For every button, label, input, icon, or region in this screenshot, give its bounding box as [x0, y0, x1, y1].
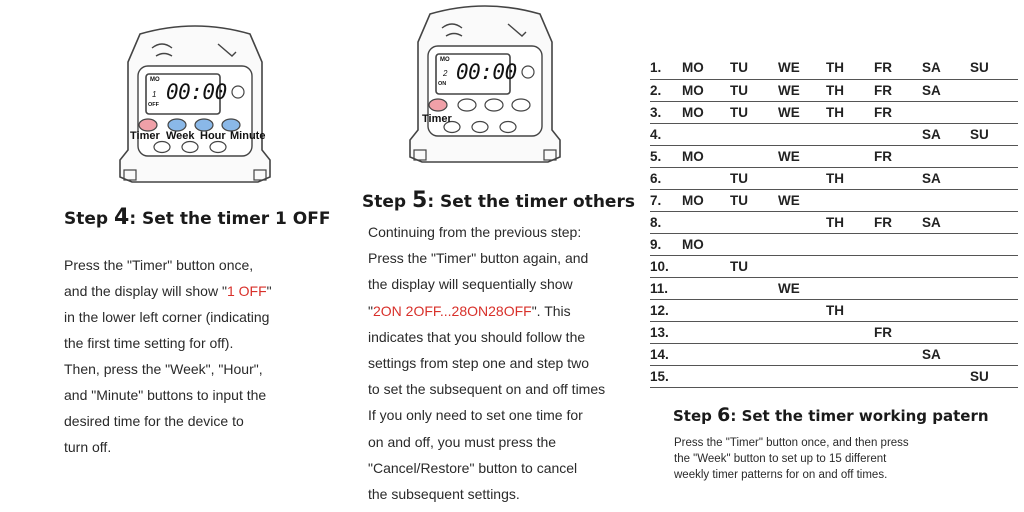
pattern-number: 12.	[650, 299, 682, 321]
pattern-day-cell	[682, 299, 730, 321]
step4-title-number: 4	[114, 205, 130, 230]
table-row	[650, 189, 1018, 211]
table-row	[650, 57, 1018, 79]
text-segment: ". This	[531, 302, 571, 319]
pattern-day-cell	[970, 211, 1018, 233]
pattern-day-cell: WE	[778, 79, 826, 101]
text-segment: "	[368, 302, 373, 319]
pattern-day-cell: MO	[682, 57, 730, 79]
text-segment: turn off.	[64, 439, 112, 455]
table-row	[650, 167, 1018, 189]
pattern-day-cell	[778, 343, 826, 365]
pattern-number: 2.	[650, 79, 682, 101]
pattern-day-cell: MO	[682, 189, 730, 211]
pattern-day-cell	[826, 123, 874, 145]
table-row	[650, 79, 1018, 101]
pattern-day-cell: TH	[826, 211, 874, 233]
table-row	[650, 233, 1018, 255]
pattern-day-cell	[922, 255, 970, 277]
table-row	[650, 255, 1018, 277]
step6-line: Press the "Timer" button once, and then press	[674, 437, 909, 449]
pattern-day-cell	[970, 167, 1018, 189]
pattern-day-cell	[826, 189, 874, 211]
highlight-segment: 2ON 2OFF...28ON28OFF	[372, 302, 532, 319]
pattern-number: 3.	[650, 101, 682, 123]
pattern-day-cell: MO	[682, 79, 730, 101]
text-segment: Press the "Timer" button again, and	[368, 250, 589, 267]
table-row	[650, 145, 1018, 167]
pattern-number: 13.	[650, 321, 682, 343]
text-segment: the display will sequentially show	[368, 276, 573, 293]
pattern-day-cell	[778, 299, 826, 321]
pattern-day-cell	[970, 145, 1018, 167]
text-segment: "	[266, 283, 272, 299]
pattern-number: 10.	[650, 255, 682, 277]
pattern-day-cell: FR	[874, 79, 922, 101]
text-segment: desired time for the device to	[64, 413, 244, 429]
text-segment: on and off, you must press the	[368, 433, 557, 450]
table-row	[650, 321, 1018, 343]
step4-line	[64, 252, 272, 278]
pattern-day-cell	[778, 211, 826, 233]
table-row	[650, 299, 1018, 321]
pattern-day-cell	[970, 189, 1018, 211]
pattern-number: 1.	[650, 57, 682, 79]
step6-line: the "Week" button to set up to 15 different	[674, 453, 887, 465]
pattern-day-cell: SU	[970, 365, 1018, 387]
lcd-mo-label: MO	[440, 57, 450, 63]
step5-line	[368, 271, 605, 297]
text-segment: the subsequent settings.	[368, 486, 520, 503]
pattern-day-cell	[778, 321, 826, 343]
timer-button-label: Timer	[130, 130, 160, 142]
lcd-one-indicator: 1	[152, 90, 157, 99]
pattern-day-cell: WE	[778, 277, 826, 299]
pattern-day-cell	[874, 255, 922, 277]
pattern-day-cell: SA	[922, 343, 970, 365]
pattern-day-cell	[826, 321, 874, 343]
pattern-day-cell	[922, 101, 970, 123]
pattern-day-cell: SU	[970, 123, 1018, 145]
pattern-day-cell	[826, 145, 874, 167]
pattern-number: 14.	[650, 343, 682, 365]
pattern-number: 15.	[650, 365, 682, 387]
pattern-day-cell: TU	[730, 57, 778, 79]
table-row	[650, 211, 1018, 233]
table-row	[650, 343, 1018, 365]
pattern-day-cell	[682, 343, 730, 365]
pattern-day-cell	[730, 343, 778, 365]
hour-button-label: Hour	[200, 130, 226, 142]
step4-title-text: : Set the timer 1 OFF	[129, 209, 331, 229]
step5-line	[368, 245, 605, 271]
table-row	[650, 123, 1018, 145]
pattern-day-cell	[682, 123, 730, 145]
step4-line	[64, 356, 272, 382]
pattern-day-cell	[682, 211, 730, 233]
step5-line	[368, 455, 605, 481]
pattern-day-cell	[730, 299, 778, 321]
step4-line	[64, 408, 272, 434]
step5-line	[368, 350, 605, 376]
pattern-day-cell: FR	[874, 321, 922, 343]
pattern-day-cell: TU	[730, 167, 778, 189]
pattern-number: 9.	[650, 233, 682, 255]
pattern-day-cell	[922, 321, 970, 343]
minute-button-label: Minute	[230, 130, 266, 142]
pattern-day-cell	[970, 255, 1018, 277]
pattern-day-cell: WE	[778, 189, 826, 211]
step5-column	[345, 0, 635, 512]
text-segment: indicates that you should follow the	[368, 328, 586, 345]
pattern-day-cell: TU	[730, 189, 778, 211]
pattern-number: 8.	[650, 211, 682, 233]
pattern-day-cell: SA	[922, 57, 970, 79]
step5-description	[368, 219, 605, 507]
table-row	[650, 365, 1018, 387]
pattern-day-cell	[874, 123, 922, 145]
pattern-day-cell: MO	[682, 101, 730, 123]
pattern-day-cell	[970, 343, 1018, 365]
step6-description	[674, 435, 909, 483]
pattern-day-cell: TH	[826, 299, 874, 321]
pattern-day-cell: MO	[682, 233, 730, 255]
pattern-day-cell	[970, 299, 1018, 321]
pattern-day-cell	[922, 233, 970, 255]
pattern-day-cell	[874, 233, 922, 255]
pattern-day-cell	[874, 299, 922, 321]
lcd-on-label: ON	[438, 81, 447, 87]
pattern-day-cell: TU	[730, 101, 778, 123]
pattern-day-cell	[682, 167, 730, 189]
step5-line	[368, 376, 605, 402]
pattern-day-cell	[970, 233, 1018, 255]
step4-line	[64, 330, 272, 356]
step6-column	[640, 0, 1024, 512]
pattern-day-cell	[682, 321, 730, 343]
lcd-two-indicator: 2	[443, 69, 448, 78]
pattern-day-cell	[730, 365, 778, 387]
pattern-day-cell: WE	[778, 101, 826, 123]
step5-line	[368, 429, 605, 455]
pattern-day-cell	[922, 277, 970, 299]
pattern-day-cell: SA	[922, 79, 970, 101]
text-segment: in the lower left corner (indicating	[64, 309, 270, 325]
pattern-day-cell: SA	[922, 167, 970, 189]
pattern-day-cell	[682, 277, 730, 299]
pattern-day-cell: WE	[778, 145, 826, 167]
timer-device-illustration-step5	[400, 2, 570, 177]
step5-title-prefix: Step	[362, 192, 407, 212]
step4-description	[64, 252, 272, 460]
pattern-day-cell	[778, 167, 826, 189]
lcd-mo-label: MO	[150, 77, 160, 83]
pattern-day-cell	[826, 255, 874, 277]
lcd-off-label: OFF	[148, 102, 159, 108]
pattern-day-cell	[874, 343, 922, 365]
pattern-day-cell	[922, 365, 970, 387]
pattern-day-cell: FR	[874, 211, 922, 233]
pattern-day-cell: SA	[922, 123, 970, 145]
text-segment: Continuing from the previous step:	[368, 224, 582, 240]
table-row	[650, 101, 1018, 123]
highlight-segment: 1 OFF	[226, 283, 267, 299]
pattern-day-cell	[730, 123, 778, 145]
pattern-day-cell	[826, 343, 874, 365]
pattern-number: 11.	[650, 277, 682, 299]
step4-line	[64, 382, 272, 408]
pattern-day-cell: TH	[826, 101, 874, 123]
step5-line	[368, 481, 605, 507]
pattern-number: 5.	[650, 145, 682, 167]
lcd-time-display: 00:00	[456, 60, 517, 84]
pattern-day-cell	[874, 277, 922, 299]
pattern-day-cell	[730, 211, 778, 233]
timer-device-illustration-step4	[110, 22, 280, 197]
pattern-day-cell	[682, 365, 730, 387]
step4-title-prefix: Step	[64, 209, 109, 229]
text-segment: the first time setting for off).	[64, 335, 234, 351]
step6-title	[673, 404, 989, 426]
lcd-time-display: 00:00	[166, 80, 227, 104]
pattern-day-cell	[778, 123, 826, 145]
pattern-day-cell	[730, 277, 778, 299]
step4-line	[64, 304, 272, 330]
pattern-day-cell	[730, 321, 778, 343]
text-segment: to set the subsequent on and off times	[368, 381, 606, 398]
text-segment: settings from step one and step two	[368, 355, 590, 372]
text-segment: Press the "Timer" button once,	[64, 257, 254, 273]
pattern-day-cell	[682, 255, 730, 277]
week-button-label: Week	[166, 130, 195, 142]
pattern-day-cell	[970, 277, 1018, 299]
step6-line: weekly timer patterns for on and off times.	[674, 469, 888, 481]
text-segment: "Cancel/Restore" button to cancel	[368, 459, 578, 476]
pattern-day-cell: SA	[922, 211, 970, 233]
step5-line	[368, 324, 605, 350]
pattern-day-cell	[922, 299, 970, 321]
step4-line	[64, 434, 272, 460]
pattern-day-cell	[826, 233, 874, 255]
step6-title-prefix: Step	[673, 407, 712, 425]
text-segment: and the display will show "	[64, 283, 227, 299]
step4-title	[64, 205, 330, 230]
pattern-day-cell	[922, 189, 970, 211]
step5-title	[362, 188, 635, 213]
step5-line	[368, 402, 605, 428]
pattern-day-cell: TU	[730, 255, 778, 277]
weekly-pattern-table	[650, 57, 1018, 388]
pattern-day-cell	[970, 321, 1018, 343]
pattern-day-cell	[922, 145, 970, 167]
pattern-day-cell	[730, 233, 778, 255]
table-row	[650, 277, 1018, 299]
pattern-day-cell	[730, 145, 778, 167]
pattern-day-cell	[778, 365, 826, 387]
pattern-day-cell	[778, 255, 826, 277]
pattern-day-cell: TH	[826, 167, 874, 189]
pattern-day-cell: SU	[970, 57, 1018, 79]
pattern-day-cell: TH	[826, 57, 874, 79]
step5-line	[368, 219, 605, 245]
pattern-day-cell	[970, 101, 1018, 123]
timer-button-label: Timer	[422, 113, 452, 125]
pattern-number: 6.	[650, 167, 682, 189]
pattern-day-cell: MO	[682, 145, 730, 167]
step4-column	[0, 0, 345, 512]
pattern-day-cell	[874, 167, 922, 189]
step4-line	[64, 278, 272, 304]
step5-title-number: 5	[412, 188, 428, 213]
pattern-day-cell	[826, 365, 874, 387]
pattern-day-cell	[826, 277, 874, 299]
pattern-day-cell	[874, 189, 922, 211]
pattern-day-cell	[874, 365, 922, 387]
step5-title-text: : Set the timer others	[427, 192, 635, 212]
pattern-day-cell: TH	[826, 79, 874, 101]
step6-title-text: : Set the timer working patern	[730, 407, 989, 425]
text-segment: If you only need to set one time for	[368, 407, 583, 424]
step6-title-number: 6	[717, 404, 731, 426]
step5-line	[368, 298, 605, 324]
text-segment: and "Minute" buttons to input the	[64, 387, 267, 403]
text-segment: Then, press the "Week", "Hour",	[64, 361, 263, 377]
pattern-number: 7.	[650, 189, 682, 211]
pattern-day-cell: FR	[874, 101, 922, 123]
pattern-number: 4.	[650, 123, 682, 145]
pattern-day-cell: FR	[874, 57, 922, 79]
pattern-day-cell: WE	[778, 57, 826, 79]
pattern-day-cell: TU	[730, 79, 778, 101]
pattern-day-cell: FR	[874, 145, 922, 167]
pattern-day-cell	[778, 233, 826, 255]
pattern-day-cell	[970, 79, 1018, 101]
